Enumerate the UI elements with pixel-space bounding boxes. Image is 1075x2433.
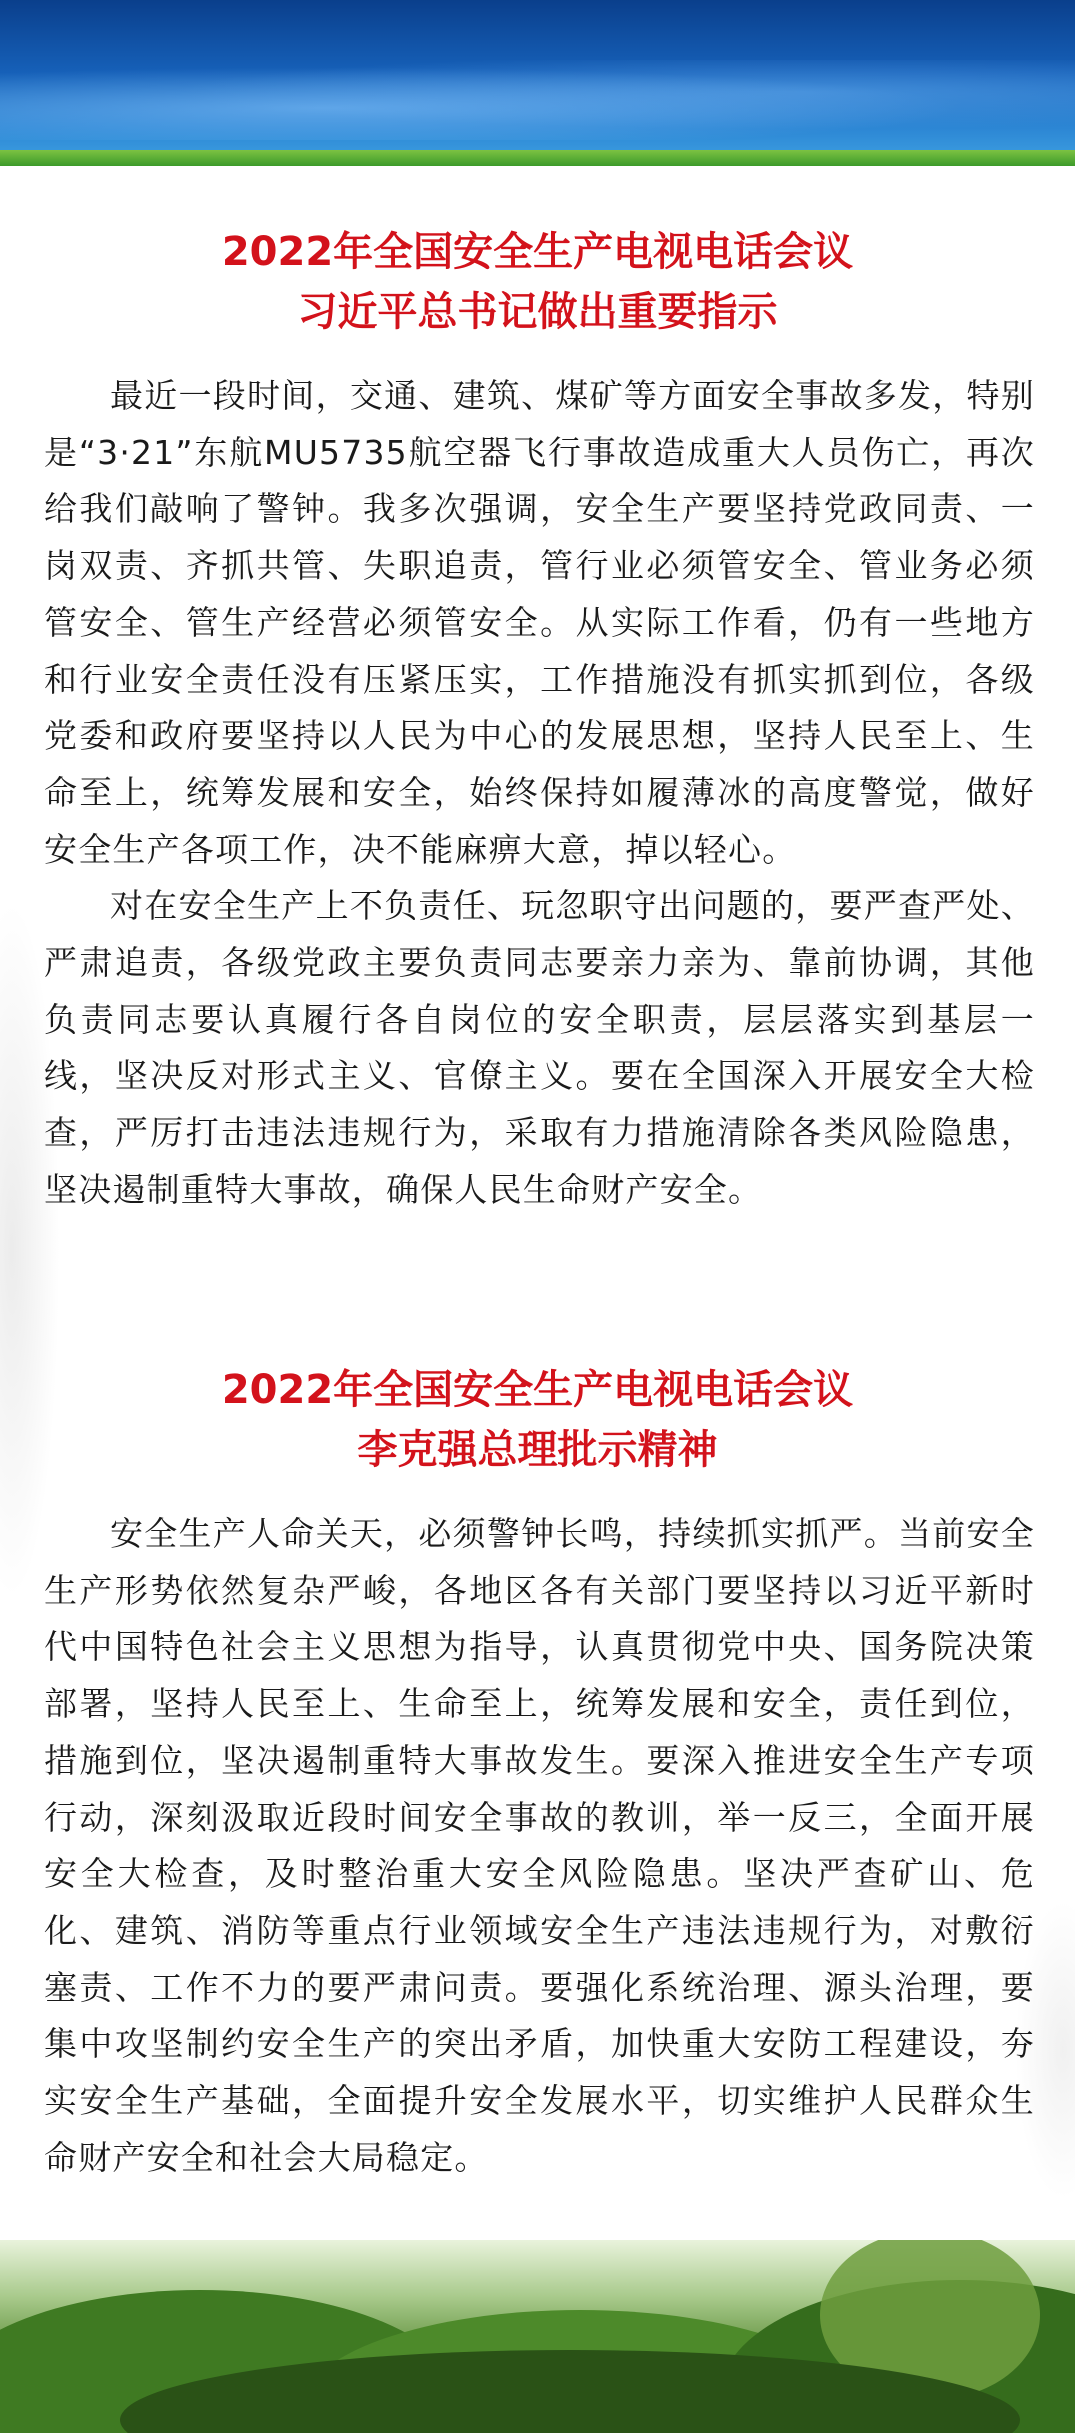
section-xi-title-line1: 2022年全国安全生产电视电话会议 (221, 229, 854, 275)
section-xi-body (0, 368, 1075, 1219)
section-xi-paragraph-2: 对在安全生产上不负责任、玩忽职守出问题的，要严查严处、严肃追责，各级党政主要负责同志要亲力亲为、靠前协调，其他负责同志要认真履行各自岗位的安全职责，层层落实到基层一线，坚决反对形式主义、官僚主义。要在全国深入开展安全大检查，严厉打击违法违规行为，采取有力措施清除各类风险隐患，坚决遏制重特大事故，确保人民生命财产安全。 (44, 886, 1035, 1209)
top-banner (0, 0, 1075, 160)
section-li (0, 1360, 1075, 1480)
banner-highlight (0, 60, 1075, 140)
section-li-paragraph-1: 安全生产人命关天，必须警钟长鸣，持续抓实抓严。当前安全生产形势依然复杂严峻，各地区各有关部门要坚持以习近平新时代中国特色社会主义思想为指导，认真贯彻党中央、国务院决策部署，坚持人民至上、生命至上，统筹发展和安全，责任到位，措施到位，坚决遏制重特大事故发生。要深入推进安全生产专项行动，深刻汲取近段时间安全事故的教训，举一反三，全面开展安全大检查，及时整治重大安全风险隐患。坚决严查矿山、危化、建筑、消防等重点行业领域安全生产违法违规行为，对敷衍塞责、工作不力的要严肃问责。要强化系统治理、源头治理，要集中攻坚制约安全生产的突出矛盾，加快重大安防工程建设，夯实安全生产基础，全面提升安全发展水平，切实维护人民群众生命财产安全和社会大局稳定。 (44, 1514, 1035, 2177)
bottom-landscape (0, 2240, 1075, 2433)
section-li-body (0, 1506, 1075, 2186)
section-xi-paragraph-1: 最近一段时间，交通、建筑、煤矿等方面安全事故多发，特别是“3·21”东航MU5735航空器飞行事故造成重大人员伤亡，再次给我们敲响了警钟。我多次强调，安全生产要坚持党政同责、一岗双责、齐抓共管、失职追责，管行业必须管安全、管业务必须管安全、管生产经营必须管安全。从实际工作看，仍有一些地方和行业安全责任没有压紧压实，工作措施没有抓实抓到位，各级党委和政府要坚持以人民为中心的发展思想，坚持人民至上、生命至上，统筹发展和安全，始终保持如履薄冰的高度警觉，做好安全生产各项工作，决不能麻痹大意，掉以轻心。 (44, 376, 1035, 869)
green-stripe (0, 150, 1075, 166)
section-xi-title-line2: 习近平总书记做出重要指示 (297, 289, 778, 335)
section-xi (0, 222, 1075, 342)
section-li-title-line1: 2022年全国安全生产电视电话会议 (221, 1367, 854, 1413)
section-li-title-line2: 李克强总理批示精神 (357, 1427, 718, 1473)
